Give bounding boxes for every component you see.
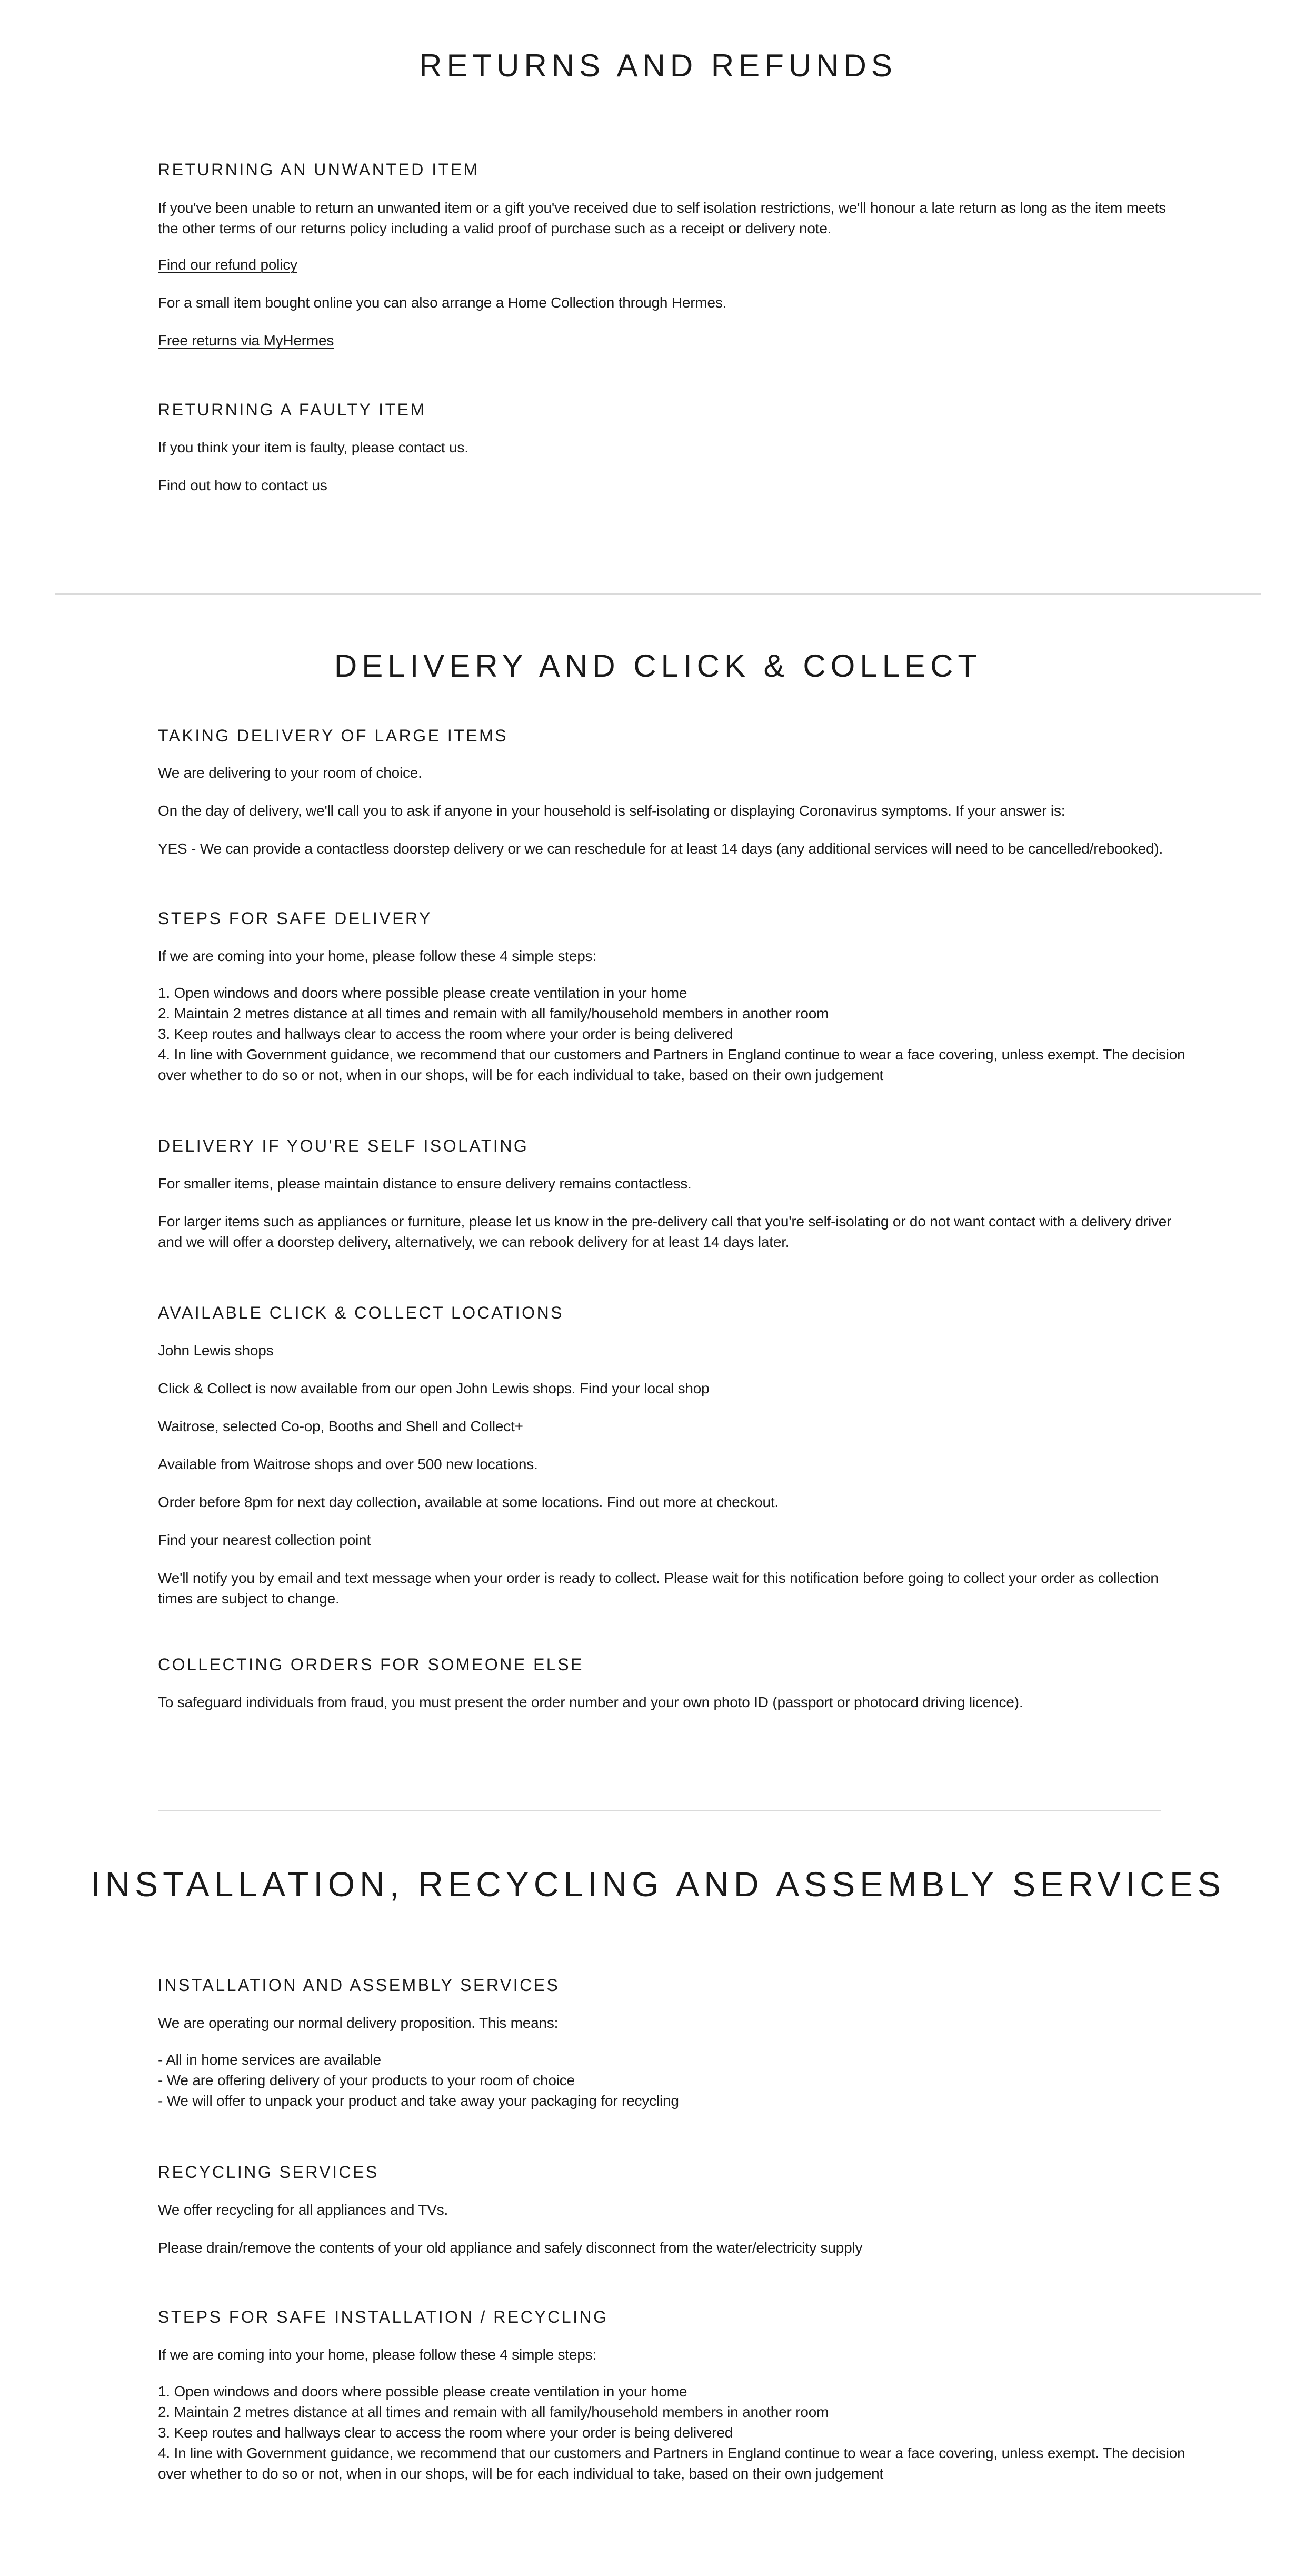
large-items-heading: TAKING DELIVERY OF LARGE ITEMS <box>158 726 509 745</box>
list-item: 3. Keep routes and hallways clear to access the room where your order is being delivered <box>158 1026 733 1042</box>
unwanted-item-text: If you've been unable to return an unwanted item or a gift you've received due to self isolation restrictions, we'll honour a late return as long as the item meets the other terms of our returns policy including a valid proof of purchase such as a receipt or delivery note. <box>158 200 1166 236</box>
self-isolating-text-2: For larger items such as appliances or furniture, please let us know in the pre-delivery call that you're self-isolating or do not want contact with a delivery driver and we will offer a doorstep delivery, alternatively, we can rebook delivery for at least 14 days later. <box>158 1213 1172 1250</box>
safe-delivery-steps <box>158 983 1190 1085</box>
faulty-item-heading: RETURNING A FAULTY ITEM <box>158 400 426 419</box>
assembly-intro: We are operating our normal delivery proposition. This means: <box>158 2015 559 2031</box>
list-item: - We are offering delivery of your products to your room of choice <box>158 2072 575 2088</box>
faulty-item-text: If you think your item is faulty, please contact us. <box>158 439 468 455</box>
large-items-text-3: YES - We can provide a contactless doorstep delivery or we can reschedule for at least 14 days (any additional services will need to be cancelled/rebooked). <box>158 840 1163 857</box>
click-collect-text: Click & Collect is now available from our open John Lewis shops. <box>158 1380 576 1396</box>
unwanted-item-heading: RETURNING AN UNWANTED ITEM <box>158 160 480 179</box>
order-cutoff-text: Order before 8pm for next day collection, available at some locations. Find out more at checkout. <box>158 1494 779 1510</box>
list-item: 2. Maintain 2 metres distance at all times and remain with all family/household members in another room <box>158 2404 829 2420</box>
partner-locations-text: Waitrose, selected Co-op, Booths and Shell and Collect+ <box>158 1418 523 1434</box>
click-collect-heading: AVAILABLE CLICK & COLLECT LOCATIONS <box>158 1303 564 1322</box>
large-items-text-1: We are delivering to your room of choice. <box>158 765 422 781</box>
waitrose-availability-text: Available from Waitrose shops and over 500 new locations. <box>158 1456 538 1472</box>
returns-title: RETURNS AND REFUNDS <box>419 48 897 83</box>
recycling-heading: RECYCLING SERVICES <box>158 2163 379 2182</box>
list-item: - All in home services are available <box>158 2052 381 2068</box>
someone-else-heading: COLLECTING ORDERS FOR SOMEONE ELSE <box>158 1655 584 1674</box>
section-divider <box>55 593 1261 595</box>
self-isolating-text-1: For smaller items, please maintain distance to ensure delivery remains contactless. <box>158 1175 692 1192</box>
recycling-text-2: Please drain/remove the contents of your old appliance and safely disconnect from the water/electricity supply <box>158 2240 863 2256</box>
find-local-shop-link[interactable]: Find your local shop <box>579 1380 710 1396</box>
john-lewis-shops-text: John Lewis shops <box>158 1342 274 1359</box>
self-isolating-heading: DELIVERY IF YOU'RE SELF ISOLATING <box>158 1136 529 1155</box>
installation-title: INSTALLATION, RECYCLING AND ASSEMBLY SERVICES <box>91 1865 1225 1904</box>
section-divider <box>158 1810 1161 1811</box>
click-collect-availability <box>158 1378 1190 1399</box>
safe-installation-steps <box>158 2381 1190 2484</box>
collection-notification-text: We'll notify you by email and text message when your order is ready to collect. Please wait for this notification before going to collect your order as collection times are subject to change. <box>158 1570 1159 1607</box>
large-items-text-2: On the day of delivery, we'll call you to ask if anyone in your household is self-isolating or displaying Coronavirus symptoms. If your answer is: <box>158 802 1065 819</box>
myhermes-returns-link[interactable]: Free returns via MyHermes <box>158 332 334 349</box>
safe-delivery-intro: If we are coming into your home, please follow these 4 simple steps: <box>158 948 597 964</box>
recycling-text-1: We offer recycling for all appliances and TVs. <box>158 2202 448 2218</box>
assembly-heading: INSTALLATION AND ASSEMBLY SERVICES <box>158 1976 560 1995</box>
assembly-services-list <box>158 2049 1190 2111</box>
home-collection-text: For a small item bought online you can also arrange a Home Collection through Hermes. <box>158 294 727 311</box>
refund-policy-link[interactable]: Find our refund policy <box>158 256 297 273</box>
list-item: 4. In line with Government guidance, we recommend that our customers and Partners in England continue to wear a face covering, unless exempt. The decision over whether to do so or not, when in our shops, will be for each individual to take, based on their own judgement <box>158 2445 1185 2482</box>
delivery-title: DELIVERY AND CLICK & COLLECT <box>334 648 982 683</box>
contact-us-link[interactable]: Find out how to contact us <box>158 477 327 493</box>
list-item: 4. In line with Government guidance, we recommend that our customers and Partners in England continue to wear a face covering, unless exempt. The decision over whether to do so or not, when in our shops, will be for each individual to take, based on their own judgement <box>158 1046 1185 1083</box>
list-item: - We will offer to unpack your product and take away your packaging for recycling <box>158 2093 679 2109</box>
list-item: 1. Open windows and doors where possible please create ventilation in your home <box>158 985 687 1001</box>
list-item: 3. Keep routes and hallways clear to access the room where your order is being delivered <box>158 2424 733 2441</box>
list-item: 1. Open windows and doors where possible please create ventilation in your home <box>158 2383 687 2400</box>
list-item: 2. Maintain 2 metres distance at all times and remain with all family/household members in another room <box>158 1005 829 1022</box>
nearest-collection-point-link[interactable]: Find your nearest collection point <box>158 1532 371 1548</box>
safe-delivery-heading: STEPS FOR SAFE DELIVERY <box>158 909 432 928</box>
someone-else-text: To safeguard individuals from fraud, you must present the order number and your own photo ID (passport or photocard driving licence). <box>158 1694 1023 1710</box>
safe-installation-intro: If we are coming into your home, please follow these 4 simple steps: <box>158 2346 597 2363</box>
safe-installation-heading: STEPS FOR SAFE INSTALLATION / RECYCLING <box>158 2307 609 2326</box>
